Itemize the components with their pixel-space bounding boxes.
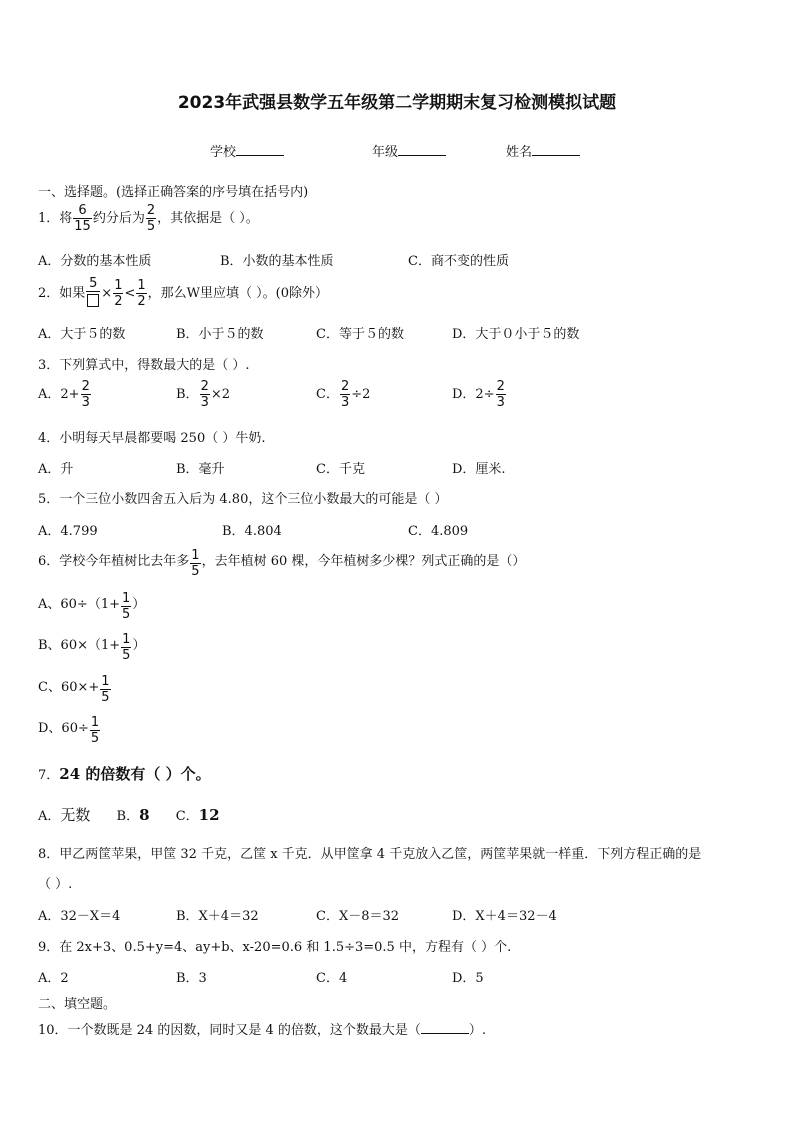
q1-option-b: B．小数的基本性质	[220, 254, 334, 269]
page-title: 2023年武强县数学五年级第二学期期末复习检测模拟试题	[177, 93, 617, 113]
grade-blank	[398, 143, 446, 156]
q9-option-a: A．2	[38, 971, 69, 986]
grade-label: 年级	[372, 145, 399, 160]
q2-fraction-3: $\frac{1}{2}$	[137, 278, 146, 309]
question-5: 5．一个三位小数四舍五入后为 4.80，这个三位小数最大的可能是（ ）	[38, 492, 448, 507]
q2-option-d: D．大于０小于５的数	[452, 327, 580, 342]
school-field	[210, 141, 284, 160]
q9-option-b: B．3	[176, 971, 207, 986]
grade-field	[372, 141, 446, 160]
q2-option-c: C．等于５的数	[316, 327, 404, 342]
q6-option-b: B、60×（1+ $\frac{1}{5}$ ）	[38, 632, 146, 663]
q8-option-b: B．X＋4＝32	[176, 909, 259, 924]
q5-option-a: A．4.799	[38, 524, 98, 539]
q1-prefix: 1．将	[38, 211, 73, 226]
section-fill-heading: 二、填空题。	[38, 997, 117, 1012]
q1-suffix: ，其依据是（ ）。	[157, 211, 259, 226]
q3-option-c: C． $\frac{2}{3}$ ÷2	[316, 379, 371, 410]
q10-answer-blank	[421, 1021, 469, 1034]
name-label: 姓名	[506, 145, 533, 160]
q7-option-b: 8	[139, 806, 150, 824]
q9-option-c: C．4	[316, 971, 348, 986]
q4-option-d: D．厘米.	[452, 462, 506, 477]
question-7: 7．24 的倍数有（ ）个。	[38, 765, 211, 783]
question-2: 2．如果 5 × $\frac{1}{2}$ < $\frac{1}{2}$ ，那么W里应填（ ）。(0除外）	[38, 276, 328, 309]
question-6: 6．学校今年植树比去年多 $\frac{1}{5}$ ，去年植树 60 棵，今年植树多少棵？列式正确的是（）	[38, 548, 526, 579]
q1-option-c: C．商不变的性质	[408, 254, 509, 269]
q2-option-a: A．大于５的数	[38, 327, 126, 342]
q6-option-d: D、60÷ $\frac{1}{5}$	[38, 715, 100, 746]
q7-options: A．无数 B．8 C．12	[38, 806, 220, 824]
q9-option-d: D．5	[452, 971, 484, 986]
square-box-icon	[87, 294, 99, 307]
question-3: 3．下列算式中，得数最大的是（ ）.	[38, 358, 250, 373]
q2-fraction-box: 5	[86, 276, 100, 311]
school-label: 学校	[210, 145, 237, 160]
q8-option-c: C．X－8＝32	[316, 909, 400, 924]
q2-suffix: ，那么W里应填（ ）。(0除外）	[147, 286, 328, 301]
question-9: 9．在 2x+3、0.5+y=4、ay+b、x-20=0.6 和 1.5÷3=0.5 中，方程有（ ）个.	[38, 940, 512, 955]
q2-prefix: 2．如果	[38, 286, 86, 301]
section-choice-heading: 一、选择题。(选择正确答案的序号填在括号内)	[38, 185, 309, 200]
q3-option-d: D．2÷ $\frac{2}{3}$	[452, 379, 505, 410]
q1-option-a: A．分数的基本性质	[38, 254, 152, 269]
q4-option-b: B．毫升	[176, 462, 225, 477]
q5-option-c: C．4.809	[408, 524, 469, 539]
q8-option-d: D．X＋4＝32－4	[452, 909, 557, 924]
q3-option-b: B． $\frac{2}{3}$ ×2	[176, 379, 231, 410]
q1-middle: 约分后为	[92, 211, 145, 226]
school-blank	[236, 143, 284, 156]
name-blank	[532, 143, 580, 156]
question-8-line-2: （ ）.	[38, 877, 73, 892]
q6-option-c: C、60×+ $\frac{1}{5}$	[38, 674, 110, 705]
question-8-line-1: 8．甲乙两筐苹果，甲筐 32 千克，乙筐 x 千克．从甲筐拿 4 千克放入乙筐，两筐苹果就一样重．下列方程正确的是	[38, 847, 702, 862]
q3-option-a: A．2+ $\frac{2}{3}$	[38, 379, 90, 410]
question-1	[38, 203, 259, 234]
question-4: 4．小明每天早晨都要喝 250（ ）牛奶.	[38, 431, 266, 446]
name-field	[506, 141, 580, 160]
q4-option-a: A．升	[38, 462, 74, 477]
question-10: 10．一个数既是 24 的因数，同时又是 4 的倍数，这个数最大是（ ）.	[38, 1023, 487, 1038]
q5-option-b: B．4.804	[222, 524, 282, 539]
q2-option-b: B．小于５的数	[176, 327, 264, 342]
q2-fraction-2: $\frac{1}{2}$	[114, 278, 123, 309]
q6-option-a: A、60÷（1+ $\frac{1}{5}$ ）	[38, 591, 146, 622]
q7-option-a: 无数	[60, 806, 91, 824]
q8-option-a: A．32－X＝4	[38, 909, 121, 924]
q4-option-c: C．千克	[316, 462, 365, 477]
q1-fraction-1: $\frac{6}{15}$	[74, 203, 91, 234]
q1-fraction-2: $\frac{2}{5}$	[146, 203, 156, 234]
q7-option-c: 12	[198, 806, 220, 824]
